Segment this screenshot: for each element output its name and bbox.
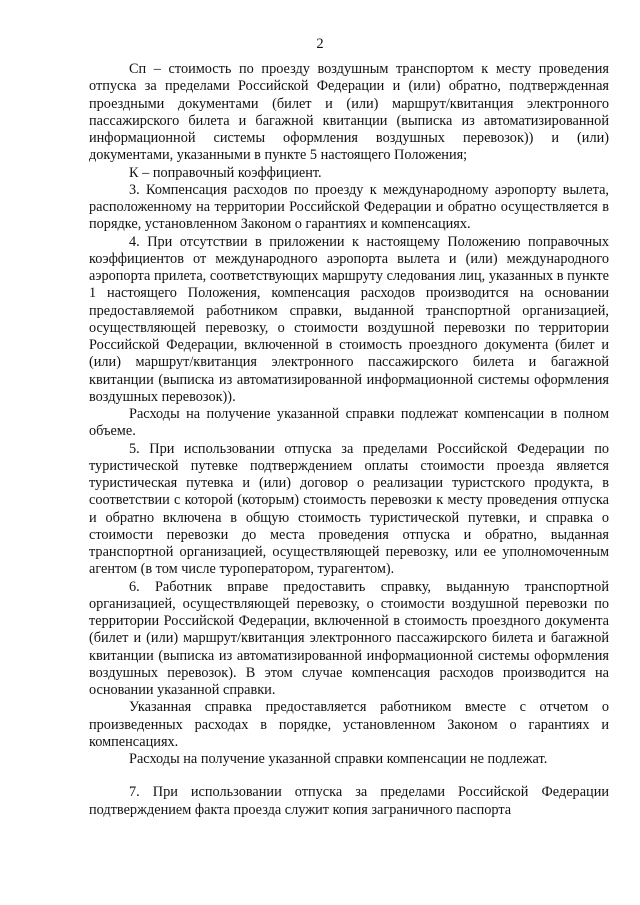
paragraph-item-3: 3. Компенсация расходов по проезду к международному аэропорту вылета, расположенному на территории Российской Федерации и обратно осуществляется в порядке, установленном Законом о гарантиях и компенсациях. [89,181,609,233]
paragraph-item-6-report: Указанная справка предоставляется работником вместе с отчетом о произведенных расходах в порядке, установленном Законом о гарантиях и компенсациях. [89,699,609,750]
paragraph-item-5: 5. При использовании отпуска за пределами Российской Федерации по туристической путевке подтверждением оплаты стоимости проезда является туристическая путевка и (или) договор о реализации туристского продукта, в соответствии с которой (которым) стоимость перевозки к месту проведения отпуска и обратно включена в общую стоимость туристической путевки, и справка о стоимости перевозки до места проведения отпуска и обратно, выданная транспортной организацией, осуществляющей перевозку, или ее уполномоченным агентом (в том числе туроператором, турагентом). [89,440,609,578]
paragraph-item-7: 7. При использовании отпуска за пределами Российской Федерации подтверждением факта проезда служит копия заграничного паспорта [89,784,609,818]
paragraph-item-4-expenses: Расходы на получение указанной справки подлежат компенсации в полном объеме. [89,406,609,440]
document-body [89,61,609,819]
paragraph-item-6-expenses: Расходы на получение указанной справки компенсации не подлежат. [129,751,548,767]
paragraph-cost-definition: Сп – стоимость по проезду воздушным транспортом к месту проведения отпуска за пределами Российской Федерации и (или) обратно, подтвержденная проездными документами (билет и (или) маршрут/квитанция электронного пассажирского билета и багажной квитанции (выписка из автоматизированной информационной системы оформления воздушных перевозок)) и (или) документами, указанными в пункте 5 настоящего Положения; [89,61,609,164]
paragraph-item-4: 4. При отсутствии в приложении к настоящему Положению поправочных коэффициентов от международного аэропорта вылета и (или) международного аэропорта прилета, соответствующих маршруту следования лиц, указанных в пункте 1 настоящего Положения, компенсация расходов производится на основании предоставляемой работником справки, выданной транспортной организацией, осуществляющей перевозку, о стоимости воздушной перевозки по территории Российской Федерации, включенной в стоимость проездного документа (билет и (или) маршрут/квитанция электронного пассажирского билета и багажной квитанции (выписка из автоматизированной информационной системы оформления воздушных перевозок)). [89,233,609,405]
page-number: 2 [316,36,324,52]
paragraph-item-6: 6. Работник вправе предоставить справку, выданную транспортной организацией, осуществляющей перевозку, о стоимости воздушной перевозки по территории Российской Федерации, включенной в стоимость проездного документа (билет и (или) маршрут/квитанция электронного пассажирского билета и багажной квитанции (выписка из автоматизированной информационной системы оформления воздушных перевозок). В этом случае компенсация расходов производится на основании указанной справки. [89,578,609,698]
paragraph-coefficient-definition: К – поправочный коэффициент. [129,164,322,181]
